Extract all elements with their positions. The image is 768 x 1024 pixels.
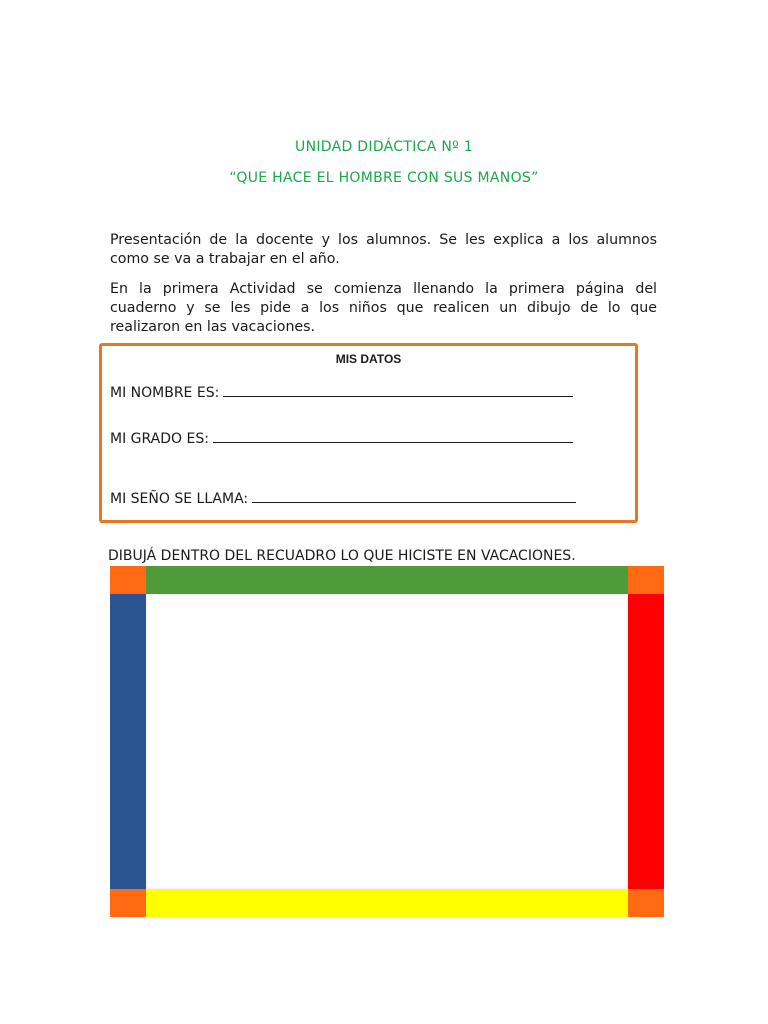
- intro-paragraph: Presentación de la docente y los alumnos. Se les explica a los alumnos como se va a trabajar en el año.: [110, 232, 657, 267]
- frame-corner-top-left: [110, 566, 146, 594]
- unit-title: UNIDAD DIDÁCTICA Nº 1: [295, 139, 473, 155]
- drawing-area[interactable]: [146, 594, 628, 889]
- activity-paragraph: En la primera Actividad se comienza llenando la primera página del cuaderno y se les pide a los niños que realicen un dibujo de lo que realizaron en las vacaciones.: [110, 281, 657, 335]
- frame-bottom-side: [146, 889, 628, 917]
- teacher-fill-line[interactable]: [252, 488, 576, 503]
- grade-row: [110, 428, 573, 447]
- name-row: [110, 382, 573, 401]
- name-label: MI NOMBRE ES:: [110, 385, 220, 401]
- unit-subtitle: “QUE HACE EL HOMBRE CON SUS MANOS”: [229, 170, 539, 186]
- my-data-box: [99, 343, 638, 523]
- frame-top-side: [146, 566, 628, 594]
- teacher-row: [110, 488, 576, 507]
- drawing-instruction: DIBUJÁ DENTRO DEL RECUADRO LO QUE HICISTE EN VACACIONES.: [108, 548, 576, 564]
- grade-fill-line[interactable]: [213, 428, 573, 443]
- drawing-frame: [110, 566, 664, 917]
- frame-right-side: [628, 594, 664, 889]
- frame-corner-bottom-right: [628, 889, 664, 917]
- my-data-title: MIS DATOS: [335, 352, 402, 366]
- teacher-label: MI SEÑO SE LLAMA:: [110, 491, 249, 507]
- grade-label: MI GRADO ES:: [110, 431, 209, 447]
- name-fill-line[interactable]: [223, 382, 573, 397]
- frame-corner-top-right: [628, 566, 664, 594]
- frame-corner-bottom-left: [110, 889, 146, 917]
- frame-left-side: [110, 594, 146, 889]
